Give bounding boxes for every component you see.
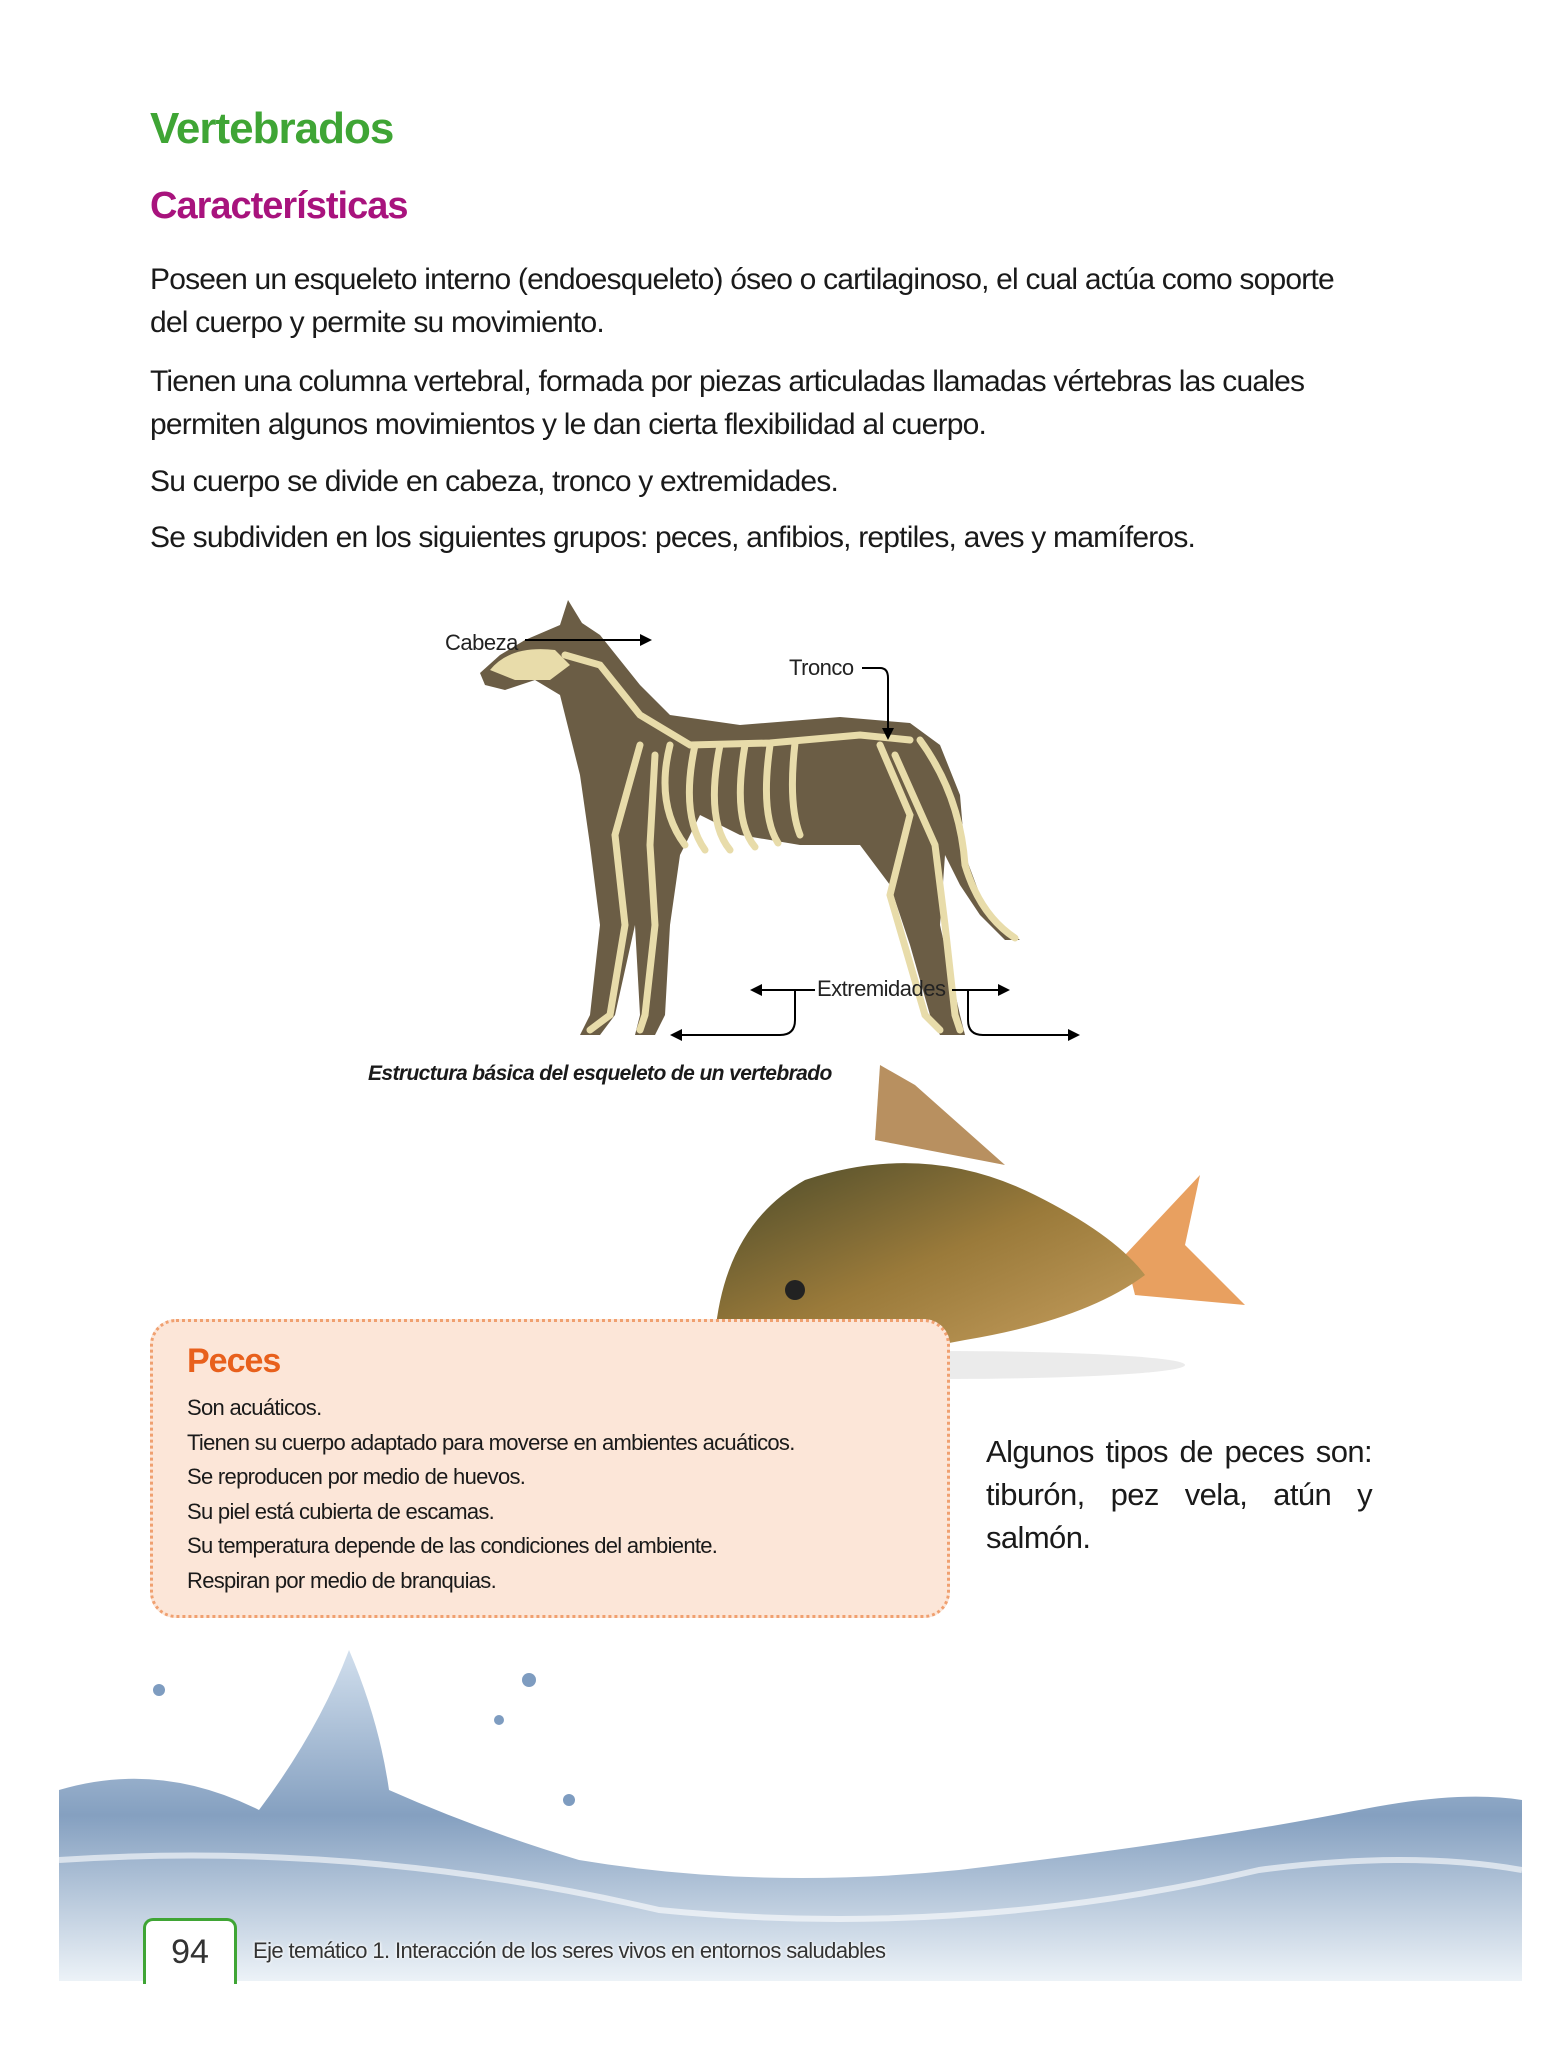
list-item: Son acuáticos. [187, 1395, 322, 1420]
list-item: Su piel está cubierta de escamas. [187, 1498, 495, 1524]
figure-caption: Estructura básica del esqueleto de un vertebrado [368, 1062, 832, 1085]
characteristics-list [187, 1391, 795, 1598]
page-number: 94 [143, 1918, 237, 1984]
paragraph: Su cuerpo se divide en cabeza, tronco y extremidades. [150, 465, 839, 498]
arrow-icon [520, 630, 660, 650]
box-title: Peces [187, 1342, 281, 1380]
arrow-icon [860, 660, 900, 745]
paragraph: Poseen un esqueleto interno (endoesqueleto) óseo o cartilaginoso, el cual actúa como soporte del cuerpo y permite su movimiento. [150, 263, 1334, 339]
label-tronco: Tronco [789, 655, 854, 680]
list-item: Se reproducen por medio de huevos. [187, 1464, 526, 1489]
list-item: Tienen su cuerpo adaptado para moverse en ambientes acuáticos. [187, 1429, 795, 1455]
label-extremidades: Extremidades [817, 976, 946, 1001]
page-title: Vertebrados [150, 104, 394, 153]
section-heading: Características [150, 185, 408, 227]
list-item: Respiran por medio de branquias. [187, 1567, 497, 1593]
peces-info-box [150, 1319, 950, 1618]
arrow-icon [950, 975, 1090, 1045]
paragraph: Se subdividen en los siguientes grupos: peces, anfibios, reptiles, aves y mamíferos. [150, 521, 1196, 554]
footer-text: Eje temático 1. Interacción de los seres vivos en entornos saludables [253, 1938, 886, 1963]
fish-types-text: Algunos tipos de peces son: tiburón, pez vela, atún y salmón. [986, 1434, 1372, 1555]
arrow-icon [660, 975, 820, 1045]
paragraph: Tienen una columna vertebral, formada por piezas articuladas llamadas vértebras las cuales permiten algunos movimientos y le dan cierta flexibilidad al cuerpo. [150, 365, 1305, 441]
list-item: Su temperatura depende de las condiciones del ambiente. [187, 1533, 718, 1558]
water-splash-image [59, 1610, 1522, 1981]
label-cabeza: Cabeza [445, 630, 518, 655]
